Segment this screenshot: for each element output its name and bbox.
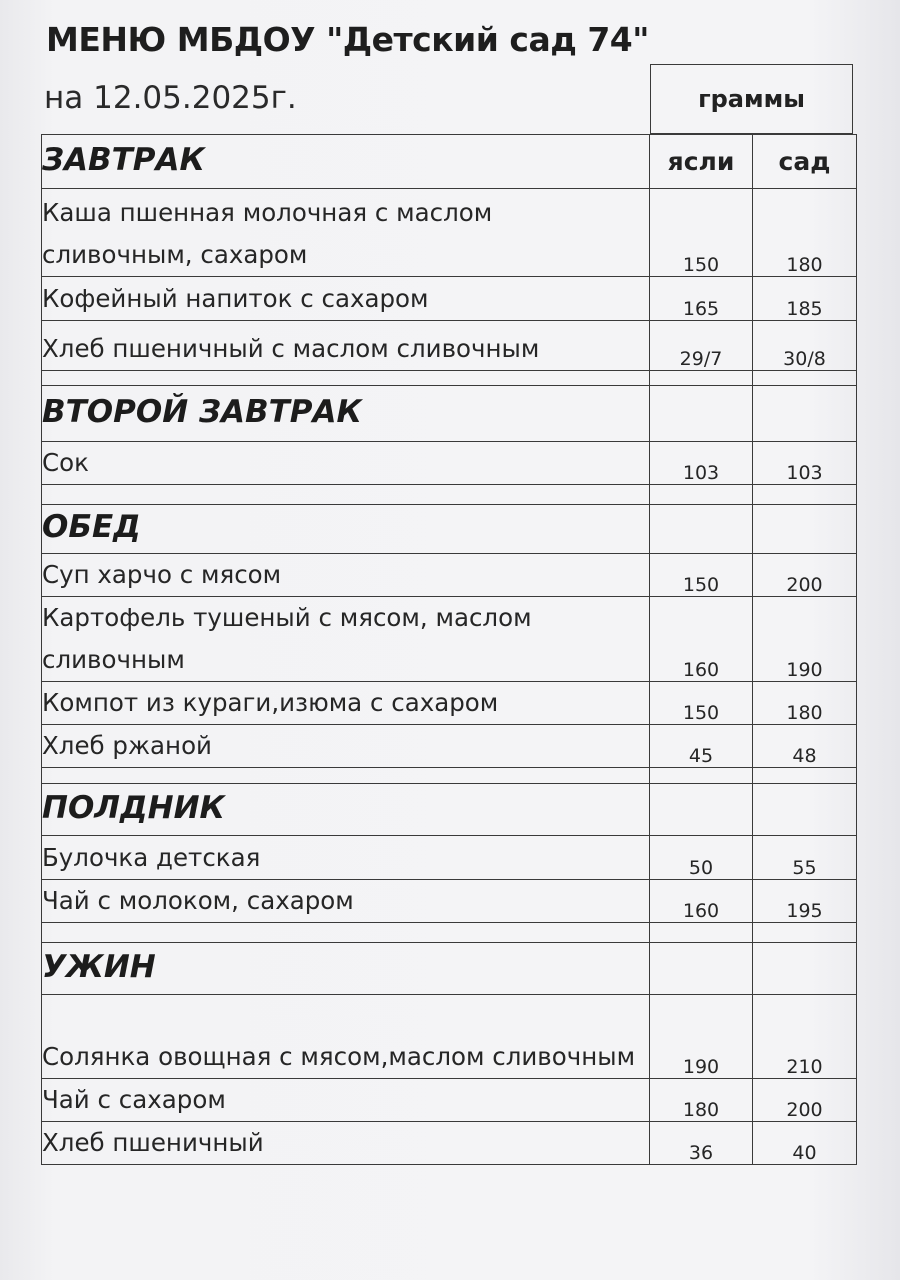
empty-cell <box>42 768 650 784</box>
menu-item-row <box>42 277 857 321</box>
empty-cell <box>650 943 753 995</box>
empty-cell <box>650 768 753 784</box>
menu-item-row <box>42 442 857 485</box>
empty-cell <box>42 371 650 386</box>
column-kindergarten-header: сад <box>753 135 857 189</box>
grams-header: граммы <box>650 64 853 134</box>
dish-name: Каша пшенная молочная с маслом сливочным, сахаром <box>42 189 650 277</box>
empty-cell <box>650 505 753 554</box>
portion-nursery: 160 <box>650 597 753 682</box>
portion-nursery: 190 <box>650 995 753 1079</box>
menu-item-row <box>42 1122 857 1165</box>
empty-cell <box>753 386 857 442</box>
empty-cell <box>650 784 753 836</box>
empty-cell <box>753 784 857 836</box>
portion-kindergarten: 30/8 <box>753 321 857 371</box>
page-title: МЕНЮ МБДОУ "Детский сад 74" <box>46 20 649 59</box>
portion-nursery: 36 <box>650 1122 753 1165</box>
portion-kindergarten: 190 <box>753 597 857 682</box>
portion-kindergarten: 40 <box>753 1122 857 1165</box>
empty-cell <box>753 943 857 995</box>
section-title: ЗАВТРАК <box>42 135 650 189</box>
menu-table <box>41 134 857 1165</box>
section-title: УЖИН <box>42 943 650 995</box>
section-title: ОБЕД <box>42 505 650 554</box>
empty-cell <box>650 923 753 943</box>
empty-cell <box>753 505 857 554</box>
dish-name: Солянка овощная с мясом,маслом сливочным <box>42 995 650 1079</box>
portion-nursery: 45 <box>650 725 753 768</box>
dish-name: Хлеб пшеничный с маслом сливочным <box>42 321 650 371</box>
spacer-row <box>42 371 857 386</box>
empty-cell <box>650 386 753 442</box>
portion-nursery: 150 <box>650 554 753 597</box>
section-title: ВТОРОЙ ЗАВТРАК <box>42 386 650 442</box>
portion-nursery: 180 <box>650 1079 753 1122</box>
menu-item-row <box>42 880 857 923</box>
portion-nursery: 50 <box>650 836 753 880</box>
empty-cell <box>650 485 753 505</box>
empty-cell <box>753 768 857 784</box>
dish-name: Сок <box>42 442 650 485</box>
empty-cell <box>650 371 753 386</box>
menu-item-row <box>42 725 857 768</box>
dish-name: Картофель тушеный с мясом, маслом сливочным <box>42 597 650 682</box>
dish-name: Чай с сахаром <box>42 1079 650 1122</box>
section-header-row <box>42 943 857 995</box>
spacer-row <box>42 485 857 505</box>
menu-item-row <box>42 1079 857 1122</box>
empty-cell <box>753 485 857 505</box>
section-header-row <box>42 135 857 189</box>
menu-item-row <box>42 597 857 682</box>
dish-name: Компот из кураги,изюма с сахаром <box>42 682 650 725</box>
dish-name: Хлеб ржаной <box>42 725 650 768</box>
menu-item-row <box>42 189 857 277</box>
section-header-row <box>42 784 857 836</box>
portion-nursery: 150 <box>650 682 753 725</box>
dish-name: Булочка детская <box>42 836 650 880</box>
menu-item-row <box>42 836 857 880</box>
portion-nursery: 103 <box>650 442 753 485</box>
portion-kindergarten: 180 <box>753 682 857 725</box>
menu-item-row <box>42 995 857 1079</box>
portion-kindergarten: 210 <box>753 995 857 1079</box>
portion-kindergarten: 195 <box>753 880 857 923</box>
column-nursery-header: ясли <box>650 135 753 189</box>
portion-nursery: 150 <box>650 189 753 277</box>
empty-cell <box>42 485 650 505</box>
menu-item-row <box>42 682 857 725</box>
menu-item-row <box>42 321 857 371</box>
empty-cell <box>753 371 857 386</box>
section-header-row <box>42 505 857 554</box>
portion-kindergarten: 55 <box>753 836 857 880</box>
portion-kindergarten: 180 <box>753 189 857 277</box>
portion-nursery: 160 <box>650 880 753 923</box>
portion-kindergarten: 48 <box>753 725 857 768</box>
dish-name: Суп харчо с мясом <box>42 554 650 597</box>
empty-cell <box>753 923 857 943</box>
dish-name: Кофейный напиток с сахаром <box>42 277 650 321</box>
section-title: ПОЛДНИК <box>42 784 650 836</box>
spacer-row <box>42 768 857 784</box>
menu-date: на 12.05.2025г. <box>44 80 297 116</box>
spacer-row <box>42 923 857 943</box>
portion-nursery: 29/7 <box>650 321 753 371</box>
portion-nursery: 165 <box>650 277 753 321</box>
dish-name: Хлеб пшеничный <box>42 1122 650 1165</box>
menu-item-row <box>42 554 857 597</box>
dish-name: Чай с молоком, сахаром <box>42 880 650 923</box>
section-header-row <box>42 386 857 442</box>
portion-kindergarten: 200 <box>753 1079 857 1122</box>
portion-kindergarten: 185 <box>753 277 857 321</box>
portion-kindergarten: 200 <box>753 554 857 597</box>
empty-cell <box>42 923 650 943</box>
portion-kindergarten: 103 <box>753 442 857 485</box>
